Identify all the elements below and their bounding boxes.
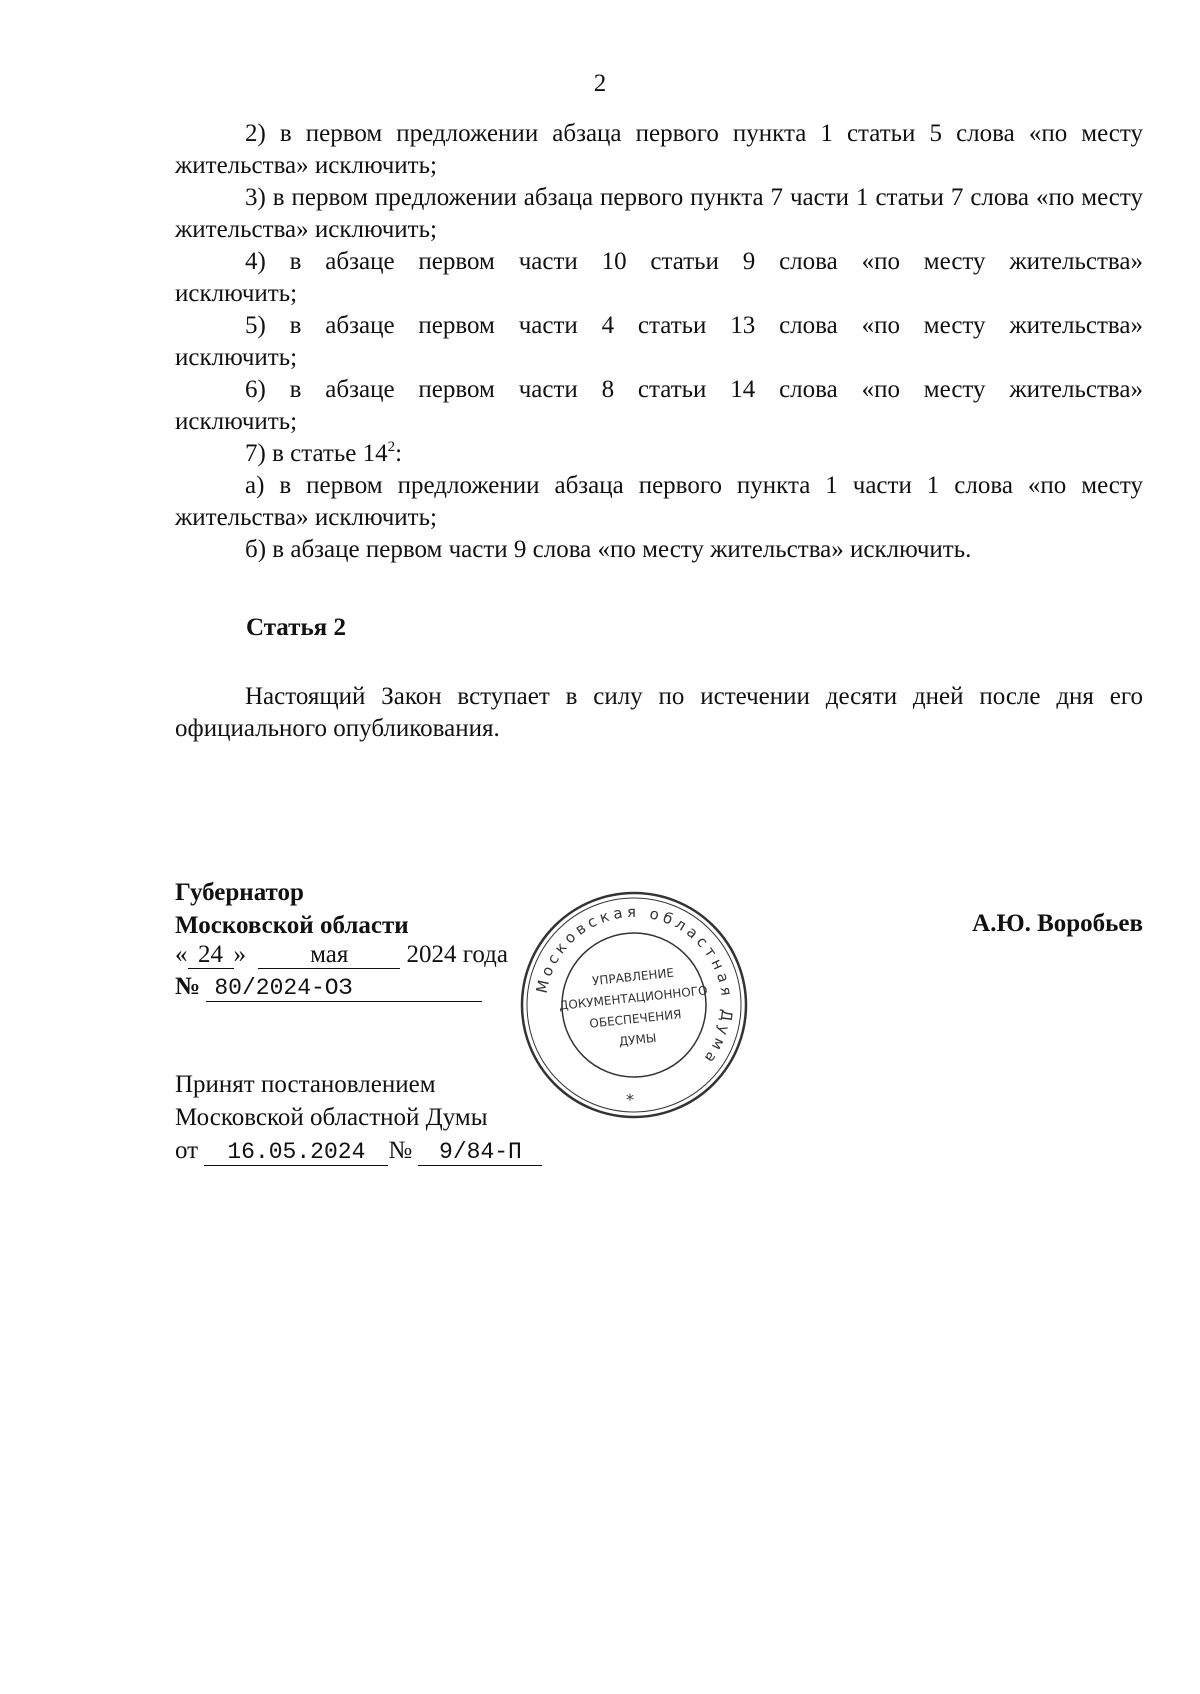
superscript: 2 bbox=[387, 439, 396, 455]
adoption-number: 9/84-П bbox=[418, 1139, 542, 1166]
number-sign: № bbox=[175, 973, 201, 1000]
amendment-item-4: 4) в абзаце первом части 10 статьи 9 слова «по месту жительства» исключить; bbox=[175, 248, 1143, 307]
adoption-line2: Московской областной Думы bbox=[175, 1104, 488, 1131]
article-heading: Статья 2 bbox=[246, 614, 346, 641]
page-number: 2 bbox=[593, 70, 607, 97]
law-year: 2024 года bbox=[406, 941, 508, 968]
stamp-center-line3: ОБЕСПЕЧЕНИЯ bbox=[588, 1007, 683, 1031]
stamp-center-line4: ДУМЫ bbox=[618, 1030, 658, 1049]
governor-title-line1: Губернатор bbox=[175, 879, 304, 906]
amendment-item-2: 2) в первом предложении абзаца первого пункта 1 статьи 5 слова «по месту жительства» исключить; bbox=[175, 120, 1143, 179]
official-stamp bbox=[518, 889, 750, 1121]
adoption-date-line bbox=[175, 1134, 542, 1167]
law-number: 80/2024-ОЗ bbox=[206, 975, 482, 1002]
law-day: 24 bbox=[188, 942, 234, 969]
law-number-line bbox=[175, 973, 482, 1002]
amendment-item-7: 7) в статье $14^2$: bbox=[245, 439, 403, 467]
governor-title-line2: Московской области bbox=[175, 912, 409, 939]
stamp-outer-ring bbox=[522, 893, 746, 1117]
stamp-graphic bbox=[518, 889, 750, 1121]
amendment-item-3: 3) в первом предложении абзаца первого пункта 7 части 1 статьи 7 слова «по месту жительства» исключить; bbox=[175, 184, 1143, 243]
quote-close: » bbox=[233, 941, 246, 968]
adoption-line1: Принят постановлением bbox=[175, 1071, 436, 1098]
stamp-star-icon: * bbox=[626, 1090, 634, 1109]
article-text: Настоящий Закон вступает в силу по истечении десяти дней после дня его официального опубликования. bbox=[175, 683, 1143, 742]
stamp-center-line2: ДОКУМЕНТАЦИОННОГО bbox=[558, 983, 709, 1013]
adoption-date-prefix: от bbox=[175, 1137, 199, 1164]
amendment-item-6: 6) в абзаце первом части 8 статьи 14 слова «по месту жительства» исключить; bbox=[175, 376, 1143, 435]
stamp-ring-text: Московская областная Дума bbox=[532, 902, 737, 1070]
amendments-list bbox=[175, 118, 1143, 566]
governor-title bbox=[175, 876, 409, 942]
amendment-subitem-b: б) в абзаце первом части 9 слова «по месту жительства» исключить. bbox=[245, 536, 972, 563]
adoption-date: 16.05.2024 bbox=[204, 1139, 388, 1166]
amendment-subitem-a: а) в первом предложении абзаца первого пункта 1 части 1 слова «по месту жительства» исключить; bbox=[175, 472, 1143, 531]
stamp-center-line1: УПРАВЛЕНИЕ bbox=[591, 965, 675, 989]
amendment-item-5: 5) в абзаце первом части 4 статьи 13 слова «по месту жительства» исключить; bbox=[175, 312, 1143, 371]
law-date-line bbox=[175, 941, 508, 969]
law-month: мая bbox=[258, 942, 400, 969]
quote-open: « bbox=[175, 941, 188, 968]
adoption-number-sign: № bbox=[388, 1137, 413, 1164]
signer-name: А.Ю. Воробьев bbox=[972, 910, 1143, 937]
adoption-block bbox=[175, 1068, 542, 1167]
